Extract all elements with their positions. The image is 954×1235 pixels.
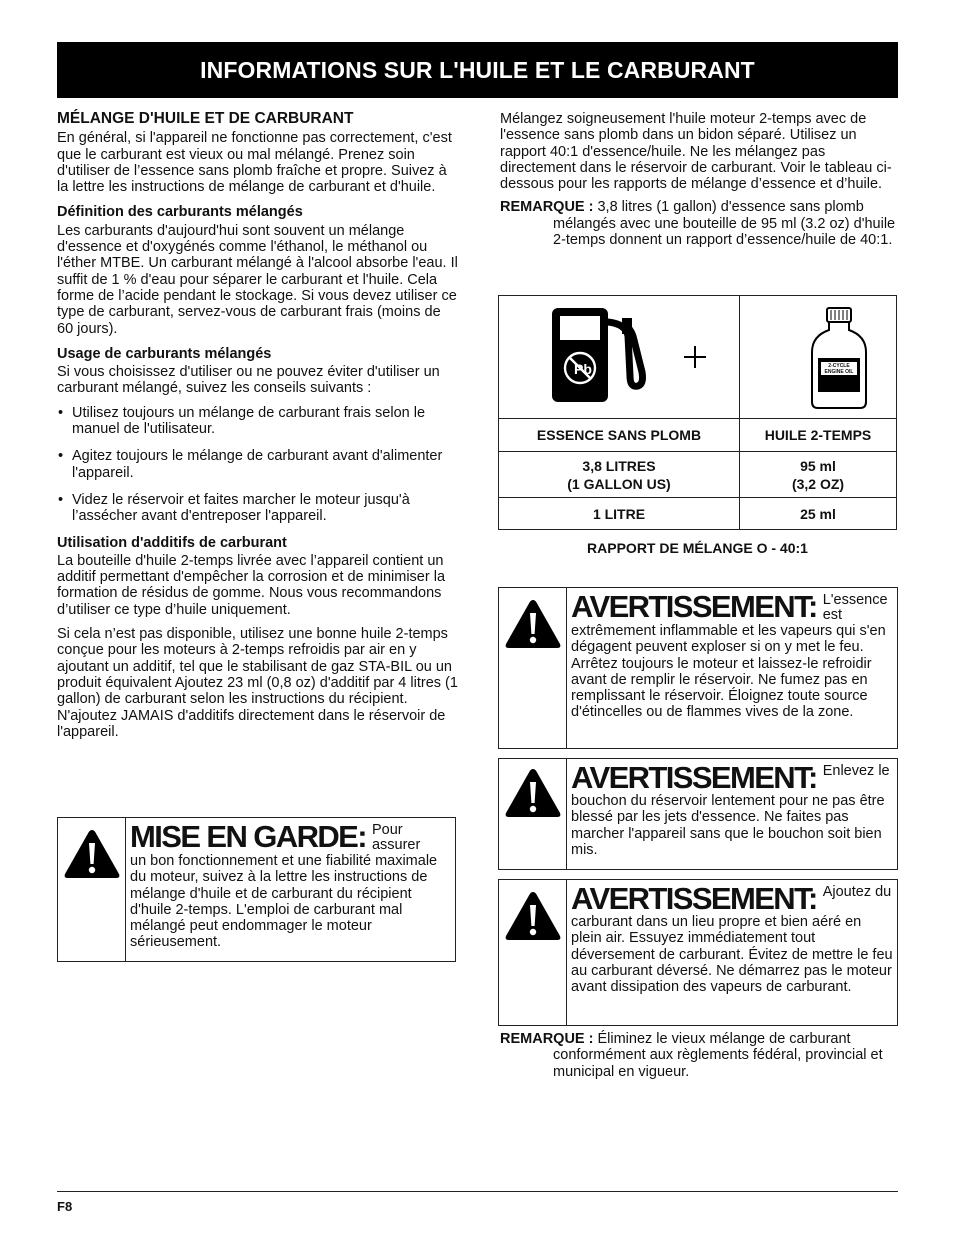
bullet-item: • Utilisez toujours un mélange de carburant frais selon le manuel de l'utilisateur.	[57, 405, 459, 438]
note-text: Éliminez le vieux mélange de carburant conformément aux règlements fédéral, provincial et municipal en vigueur.	[553, 1031, 883, 1080]
warning-icon-cell	[499, 759, 567, 869]
note-disposal-wrap	[500, 1031, 898, 1080]
caution-body: un bon fonctionnement et une fiabilité maximale du moteur, suivez à la lettre les instructions de mélange d'huile et de carburant du récipient d'huile 2-temps. L'emploi de carburant mal mélangé peut endommager le moteur sérieusement.	[130, 853, 438, 951]
table-cell	[499, 452, 740, 498]
additive-heading: Utilisation d'additifs de carburant	[57, 534, 287, 551]
warning-icon-cell	[499, 588, 567, 748]
usage-heading: Usage de carburants mélangés	[57, 345, 272, 362]
cell-line: 95 ml	[800, 457, 836, 474]
mix-ratio-table	[498, 295, 897, 530]
page-number: F8	[57, 1199, 73, 1214]
note-label: REMARQUE :	[500, 1031, 594, 1047]
warning-triangle-icon	[63, 828, 121, 880]
usage-paragraph: Si vous choisissez d'utiliser ou ne pouvez éviter d'utiliser un carburant mélangé, suivez les conseils suivants :	[57, 364, 440, 397]
warning-box-2	[498, 758, 898, 870]
warning-body: bouchon du réservoir lentement pour ne pas être blessé par les jets d'essence. Ne faites pas marcher l'appareil sans que le bouchon soit bien mis.	[571, 793, 885, 858]
bottle-label: 2-CYCLE ENGINE OIL	[824, 363, 854, 375]
caution-title: MISE EN GARDE:	[130, 819, 366, 854]
caution-icon-cell	[58, 818, 126, 961]
left-column	[57, 111, 459, 740]
right-column	[500, 111, 898, 248]
additive-paragraph-1: La bouteille d'huile 2-temps livrée avec l’appareil contient un additif permettant d'empêcher la corrosion et de minimiser la formation de résidus de gomme. Nous vous recommandons d’utiliser ce type d’huile uniquement.	[57, 552, 446, 618]
table-header-gas: ESSENCE SANS PLOMB	[499, 419, 740, 452]
table-cell: 25 ml	[740, 498, 897, 530]
note-disposal	[500, 1031, 898, 1080]
caution-lead: Pour assurer	[371, 822, 421, 853]
warning-body: carburant dans un lieu propre et bien aéré en plein air. Essuyez immédiatement tout déversement de carburant. Évitez de mettre le feu au carburant déversé. Ne démarrez pas le moteur avant dissipation des vapeurs de carburant.	[571, 914, 893, 996]
warning-lead: L'essence est	[822, 592, 888, 623]
cell-line: 3,8 LITRES	[582, 457, 656, 474]
section-title: MÉLANGE D'HUILE ET DE CARBURANT	[57, 110, 354, 127]
table-cell: 1 LITRE	[499, 498, 740, 530]
warning-title: AVERTISSEMENT:	[571, 881, 817, 916]
fuel-pump-icon	[550, 306, 650, 406]
warning-lead: Enlevez le	[822, 763, 890, 779]
warning-triangle-icon	[504, 890, 562, 942]
warning-text	[567, 588, 897, 748]
intro-paragraph: En général, si l'appareil ne fonctionne pas correctement, c'est que le carburant est vieux ou mal mélangé. Prenez soin d'utiliser de l’essence sans plomb fraîche et propre. Suivez à la lettre les instructions de mélange de carburant et d'huile.	[57, 130, 452, 196]
warning-icon-cell	[499, 880, 567, 1025]
mixing-intro-paragraph: Mélangez soigneusement l'huile moteur 2-temps avec de l'essence sans plomb dans un bidon séparé. Utilisez un rapport 40:1 d'essence/huile. Ne les mélangez pas directement dans le réservoir de carburant. Voir le tableau ci-dessous pour les rapports de mélange d’essence et d’huile.	[500, 111, 892, 193]
warning-box-1	[498, 587, 898, 749]
bullet-item: • Agitez toujours le mélange de carburant avant d'alimenter l'appareil.	[57, 448, 459, 481]
warning-box-3	[498, 879, 898, 1026]
svg-text:Pb: Pb	[574, 361, 592, 377]
warning-title: AVERTISSEMENT:	[571, 589, 817, 624]
table-header-oil: HUILE 2-TEMPS	[740, 419, 897, 452]
note-text: 3,8 litres (1 gallon) d'essence sans plomb mélangés avec une bouteille de 95 ml (3.2 oz) d'huile 2-temps donnent un rapport d’essence/huile de 40:1.	[553, 199, 896, 249]
oil-bottle-icon	[808, 306, 870, 410]
footer-divider	[57, 1191, 898, 1192]
fuel-pump-cell	[499, 296, 740, 419]
note-ratio	[500, 199, 898, 248]
table-caption: RAPPORT DE MÉLANGE O - 40:1	[587, 540, 808, 556]
definition-paragraph: Les carburants d'aujourd'hui sont souvent un mélange d'essence et d'oxygénés comme l'éthanol, le méthanol ou l'éther MTBE. Un carburant mélangé à l'alcool absorbe l'eau. Il suffit de 1 % d'eau pour séparer le carburant et l'huile. Cela forme de l’acide pendant le stockage. Si vous devez utiliser ce type de carburant, servez-vous de carburant frais (moins de 60 jours).	[57, 222, 458, 337]
plus-icon	[682, 344, 708, 370]
bullet-item: • Videz le réservoir et faites marcher le moteur jusqu'à l’assécher avant d'entreposer l'appareil.	[57, 492, 459, 525]
usage-bullet-list	[57, 405, 459, 525]
caution-text	[126, 818, 455, 961]
warning-title: AVERTISSEMENT:	[571, 760, 817, 795]
warning-text	[567, 880, 897, 1025]
warning-body: extrêmement inflammable et les vapeurs qui s'en dégagent peuvent exploser si on y met le feu. Arrêtez toujours le moteur et laissez-le refroidir avant de remplir le réservoir. Ne fumez pas en remplissant le réservoir. Éloignez toute source d'étincelles ou de flammes vives de la zone.	[571, 623, 886, 721]
warning-text	[567, 759, 897, 869]
warning-triangle-icon	[504, 598, 562, 650]
caution-box	[57, 817, 456, 962]
warning-lead: Ajoutez du	[822, 884, 892, 900]
warning-triangle-icon	[504, 767, 562, 819]
note-label: REMARQUE :	[500, 199, 594, 216]
additive-paragraph-2: Si cela n’est pas disponible, utilisez une bonne huile 2-temps conçue pour les moteurs à 2-temps refroidis par air en y ajoutant un additif, tel que le stabilisant de gaz STA-BIL ou un produit équivalent Ajoutez 23 ml (0,8 oz) d'additif par 4 litres (1 gallon) de carburant selon les instructions du récipient. N'ajoutez JAMAIS d'additifs directement dans le réservoir de l'appareil.	[57, 626, 458, 740]
cell-line: (3,2 OZ)	[791, 475, 845, 492]
oil-bottle-cell	[740, 296, 897, 419]
cell-line: (1 GALLON US)	[567, 475, 671, 492]
page-header: INFORMATIONS SUR L'HUILE ET LE CARBURANT	[57, 42, 898, 98]
table-cell	[740, 452, 897, 498]
definition-heading: Définition des carburants mélangés	[57, 204, 303, 221]
